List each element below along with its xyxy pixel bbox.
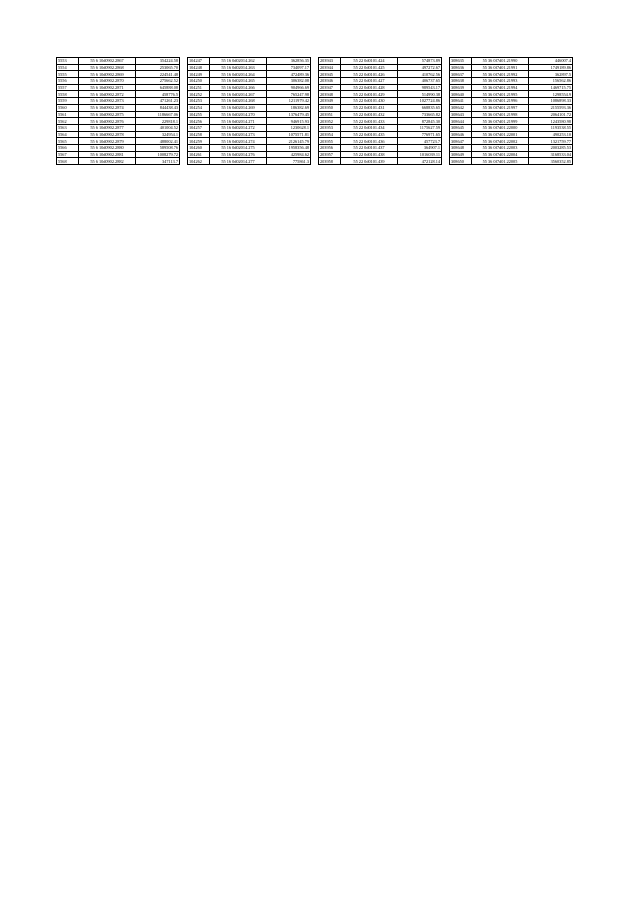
row-index-cell: 308638 — [450, 78, 472, 85]
code-cell: 55 16 0d02014.275 — [210, 144, 267, 151]
row-index-cell: 203946 — [319, 78, 341, 85]
value-cell: 1243580.98 — [529, 118, 573, 125]
code-cell: 55 16 0d02014.272 — [210, 124, 267, 131]
value-cell: 514990.38 — [398, 91, 442, 98]
code-cell: 55 36 0f7d01.22002 — [472, 138, 529, 145]
row-index-cell: 5554 — [57, 64, 79, 71]
table-row — [450, 144, 573, 151]
code-cell: 55 16 0d02014.268 — [210, 98, 267, 105]
table-row — [450, 111, 573, 118]
row-index-cell: 203947 — [319, 84, 341, 91]
row-index-cell: 104254 — [188, 104, 210, 111]
table-row — [319, 151, 442, 158]
table-row — [188, 58, 311, 65]
code-cell: 55 16 0d02014.277 — [210, 158, 267, 165]
value-cell: 765247.98 — [267, 91, 311, 98]
row-index-cell: 203949 — [319, 98, 341, 105]
row-index-cell: 104256 — [188, 118, 210, 125]
value-cell: 734097.17 — [267, 64, 311, 71]
row-index-cell: 104250 — [188, 78, 210, 85]
data-table-panel-3 — [318, 57, 442, 165]
table-row — [319, 104, 442, 111]
row-index-cell: 104261 — [188, 151, 210, 158]
table-row — [450, 84, 573, 91]
value-cell: 1469715.75 — [529, 84, 573, 91]
code-cell: 55 22 0d0101.424 — [341, 58, 398, 65]
value-cell: 2126145.79 — [267, 138, 311, 145]
code-cell: 55 6 10d0902.2876 — [79, 118, 136, 125]
value-cell: 1321759.77 — [529, 138, 573, 145]
code-cell: 55 16 0d02014.267 — [210, 91, 267, 98]
row-index-cell: 5553 — [57, 58, 79, 65]
code-cell: 55 16 0d02014.271 — [210, 118, 267, 125]
row-index-cell: 104248 — [188, 64, 210, 71]
row-index-cell: 5561 — [57, 111, 79, 118]
row-index-cell: 5558 — [57, 91, 79, 98]
value-cell: 1211979.42 — [267, 98, 311, 105]
row-index-cell: 104258 — [188, 131, 210, 138]
row-index-cell: 308643 — [450, 111, 472, 118]
table-row — [450, 124, 573, 131]
row-index-cell: 203943 — [319, 58, 341, 65]
row-index-cell: 203951 — [319, 111, 341, 118]
code-cell: 55 22 0d0101.434 — [341, 124, 398, 131]
row-index-cell: 5565 — [57, 138, 79, 145]
table-row — [319, 71, 442, 78]
value-cell: 776971.65 — [398, 131, 442, 138]
table-row — [57, 138, 180, 145]
row-index-cell: 5568 — [57, 158, 79, 165]
value-cell: 229818.1 — [136, 118, 180, 125]
row-index-cell: 104252 — [188, 91, 210, 98]
data-table-panel-2 — [187, 57, 311, 165]
code-cell: 55 36 0f7d01.22003 — [472, 144, 529, 151]
code-cell: 55 6 10d0902.2869 — [79, 71, 136, 78]
table-row — [188, 151, 311, 158]
table-row — [450, 78, 573, 85]
code-cell: 55 6 10d0902.2874 — [79, 104, 136, 111]
row-index-cell: 203958 — [319, 158, 341, 165]
table-row — [188, 124, 311, 131]
row-index-cell: 203956 — [319, 144, 341, 151]
row-index-cell: 104247 — [188, 58, 210, 65]
table-row — [450, 158, 573, 165]
row-index-cell: 203955 — [319, 138, 341, 145]
row-index-cell: 308641 — [450, 98, 472, 105]
value-cell: 1749189.86 — [529, 64, 573, 71]
table-row — [188, 144, 311, 151]
table-row — [450, 104, 573, 111]
value-cell: 1193538.55 — [529, 124, 573, 131]
value-cell: 472489.36 — [267, 71, 311, 78]
value-cell: 1075571.81 — [267, 131, 311, 138]
value-cell: 347113.7 — [136, 158, 180, 165]
code-cell: 55 36 0f7d01.21991 — [472, 64, 529, 71]
table-row — [57, 158, 180, 165]
value-cell: 458776.5 — [136, 91, 180, 98]
code-cell: 55 36 0f7d01.21998 — [472, 111, 529, 118]
table-row — [319, 138, 442, 145]
value-cell: 1958356.48 — [267, 144, 311, 151]
value-cell: 1008279.72 — [136, 151, 180, 158]
value-cell: 1016039.11 — [398, 151, 442, 158]
table-row — [319, 118, 442, 125]
code-cell: 55 36 0f7d01.22001 — [472, 131, 529, 138]
code-cell: 55 16 0d02014.266 — [210, 84, 267, 91]
code-cell: 55 22 0d0101.432 — [341, 111, 398, 118]
code-cell: 55 22 0d0101.428 — [341, 84, 398, 91]
value-cell: 488002.41 — [136, 138, 180, 145]
table-row — [57, 111, 180, 118]
code-cell: 55 22 0d0101.426 — [341, 71, 398, 78]
table-row — [319, 98, 442, 105]
code-cell: 55 6 10d0902.2875 — [79, 111, 136, 118]
table-row — [188, 138, 311, 145]
value-cell: 253065.70 — [136, 64, 180, 71]
table-row — [57, 151, 180, 158]
row-index-cell: 203944 — [319, 64, 341, 71]
value-cell: 490253.10 — [529, 131, 573, 138]
table-row — [57, 91, 180, 98]
row-index-cell: 203953 — [319, 124, 341, 131]
code-cell: 55 22 0d0101.433 — [341, 118, 398, 125]
row-index-cell: 5566 — [57, 144, 79, 151]
value-cell: 1175627.59 — [398, 124, 442, 131]
table-row — [319, 124, 442, 131]
table-row — [57, 58, 180, 65]
value-cell: 362897.5 — [529, 71, 573, 78]
code-cell: 55 36 0f7d01.21990 — [472, 58, 529, 65]
table-row — [188, 118, 311, 125]
value-cell: 3168533.04 — [529, 151, 573, 158]
code-cell: 55 6 10d0902.2881 — [79, 151, 136, 158]
code-cell: 55 6 10d0902.2877 — [79, 124, 136, 131]
code-cell: 55 16 0d02014.274 — [210, 138, 267, 145]
row-index-cell: 5560 — [57, 104, 79, 111]
table-row — [319, 64, 442, 71]
value-cell: 872845.30 — [398, 118, 442, 125]
row-index-cell: 203945 — [319, 71, 341, 78]
row-index-cell: 308644 — [450, 118, 472, 125]
table-row — [57, 98, 180, 105]
code-cell: 55 22 0d0101.437 — [341, 144, 398, 151]
table-row — [319, 131, 442, 138]
code-cell: 55 16 0d02014.270 — [210, 111, 267, 118]
code-cell: 55 6 10d0902.2870 — [79, 78, 136, 85]
value-cell: 457723.7 — [398, 138, 442, 145]
code-cell: 55 22 0d0101.436 — [341, 138, 398, 145]
code-cell: 55 36 0f7d01.22004 — [472, 151, 529, 158]
value-cell: 1230628.1 — [267, 124, 311, 131]
value-cell: 645888.08 — [136, 84, 180, 91]
value-cell: 989543.17 — [398, 84, 442, 91]
table-row — [319, 78, 442, 85]
value-cell: 306382.08 — [267, 78, 311, 85]
code-cell: 55 36 0f7d01.21995 — [472, 91, 529, 98]
row-index-cell: 308648 — [450, 144, 472, 151]
value-cell: 3560352.85 — [529, 158, 573, 165]
code-cell: 55 36 0f7d01.21999 — [472, 118, 529, 125]
code-cell: 55 36 0f7d01.22000 — [472, 124, 529, 131]
code-cell: 55 36 0f7d01.22005 — [472, 158, 529, 165]
row-index-cell: 5556 — [57, 78, 79, 85]
value-cell: 904966.69 — [267, 84, 311, 91]
value-cell: 324954.1 — [136, 131, 180, 138]
value-cell: 589508.76 — [136, 144, 180, 151]
row-index-cell: 5557 — [57, 84, 79, 91]
table-row — [188, 64, 311, 71]
table-row — [450, 71, 573, 78]
row-index-cell: 308647 — [450, 138, 472, 145]
row-index-cell: 308642 — [450, 104, 472, 111]
row-index-cell: 203954 — [319, 131, 341, 138]
table-row — [450, 131, 573, 138]
row-index-cell: 5564 — [57, 131, 79, 138]
table-row — [188, 78, 311, 85]
row-index-cell: 203952 — [319, 118, 341, 125]
code-cell: 55 6 10d0902.2879 — [79, 138, 136, 145]
code-cell: 55 6 10d0902.2878 — [79, 131, 136, 138]
row-index-cell: 104249 — [188, 71, 210, 78]
table-row — [450, 91, 573, 98]
value-cell: 775861.3 — [267, 158, 311, 165]
value-cell: 224541.48 — [136, 71, 180, 78]
code-cell: 55 22 0d0101.435 — [341, 131, 398, 138]
value-cell: 668835.65 — [398, 104, 442, 111]
value-cell: 410762.56 — [398, 71, 442, 78]
code-cell: 55 22 0d0101.439 — [341, 158, 398, 165]
table-row — [57, 84, 180, 91]
value-cell: 2003285.53 — [529, 144, 573, 151]
table-row — [57, 71, 180, 78]
row-index-cell: 104262 — [188, 158, 210, 165]
code-cell: 55 22 0d0101.425 — [341, 64, 398, 71]
code-cell: 55 22 0d0101.427 — [341, 78, 398, 85]
value-cell: 156562.86 — [529, 78, 573, 85]
code-cell: 55 36 0f7d01.21997 — [472, 104, 529, 111]
table-row — [450, 64, 573, 71]
row-index-cell: 5563 — [57, 124, 79, 131]
table-row — [450, 58, 573, 65]
code-cell: 55 36 0f7d01.21993 — [472, 78, 529, 85]
table-row — [188, 91, 311, 98]
value-cell: 406737.65 — [398, 78, 442, 85]
code-cell: 55 6 10d0902.2868 — [79, 64, 136, 71]
table-row — [57, 104, 180, 111]
row-index-cell: 308637 — [450, 71, 472, 78]
row-index-cell: 203957 — [319, 151, 341, 158]
value-cell: 471261.23 — [136, 98, 180, 105]
table-row — [319, 144, 442, 151]
value-cell: 446007.4 — [529, 58, 573, 65]
row-index-cell: 104255 — [188, 111, 210, 118]
table-row — [57, 124, 180, 131]
value-cell: 425984.62 — [267, 151, 311, 158]
table-row — [450, 151, 573, 158]
code-cell: 55 6 10d0902.2867 — [79, 58, 136, 65]
row-index-cell: 104253 — [188, 98, 210, 105]
table-row — [319, 84, 442, 91]
table-row — [188, 131, 311, 138]
code-cell: 55 36 0f7d01.21996 — [472, 98, 529, 105]
data-table-panel-1 — [56, 57, 180, 165]
code-cell: 55 22 0d0101.431 — [341, 104, 398, 111]
value-cell: 364907.1 — [398, 144, 442, 151]
table-row — [188, 71, 311, 78]
table-row — [319, 111, 442, 118]
code-cell: 55 16 0d02014.263 — [210, 64, 267, 71]
value-cell: 2155593.36 — [529, 104, 573, 111]
code-cell: 55 22 0d0101.430 — [341, 98, 398, 105]
value-cell: 946915.93 — [267, 118, 311, 125]
table-row — [188, 158, 311, 165]
value-cell: 354224.58 — [136, 58, 180, 65]
row-index-cell: 104251 — [188, 84, 210, 91]
code-cell: 55 6 10d0902.2873 — [79, 98, 136, 105]
code-cell: 55 6 10d0902.2882 — [79, 158, 136, 165]
row-index-cell: 104260 — [188, 144, 210, 151]
code-cell: 55 16 0d02014.273 — [210, 131, 267, 138]
table-row — [188, 111, 311, 118]
code-cell: 55 6 10d0902.2880 — [79, 144, 136, 151]
value-cell: 574873.89 — [398, 58, 442, 65]
value-cell: 844438.43 — [136, 104, 180, 111]
value-cell: 362856.35 — [267, 58, 311, 65]
table-row — [319, 58, 442, 65]
row-index-cell: 308636 — [450, 64, 472, 71]
table-row — [188, 104, 311, 111]
value-cell: 1376479.45 — [267, 111, 311, 118]
row-index-cell: 5562 — [57, 118, 79, 125]
row-index-cell: 308639 — [450, 84, 472, 91]
row-index-cell: 104259 — [188, 138, 210, 145]
code-cell: 55 36 0f7d01.21992 — [472, 71, 529, 78]
code-cell: 55 16 0d02014.262 — [210, 58, 267, 65]
row-index-cell: 308645 — [450, 124, 472, 131]
row-index-cell: 308646 — [450, 131, 472, 138]
code-cell: 55 16 0d02014.264 — [210, 71, 267, 78]
table-row — [188, 84, 311, 91]
value-cell: 2064101.72 — [529, 111, 573, 118]
value-cell: 497272.67 — [398, 64, 442, 71]
value-cell: 1086898.33 — [529, 98, 573, 105]
table-row — [450, 138, 573, 145]
value-cell: 472128.14 — [398, 158, 442, 165]
row-index-cell: 308649 — [450, 151, 472, 158]
code-cell: 55 16 0d02014.269 — [210, 104, 267, 111]
row-index-cell: 308635 — [450, 58, 472, 65]
table-row — [319, 158, 442, 165]
row-index-cell: 5555 — [57, 71, 79, 78]
value-cell: 186382.69 — [267, 104, 311, 111]
row-index-cell: 104257 — [188, 124, 210, 131]
table-row — [57, 131, 180, 138]
row-index-cell: 203950 — [319, 104, 341, 111]
code-cell: 55 22 0d0101.429 — [341, 91, 398, 98]
value-cell: 1186667.06 — [136, 111, 180, 118]
table-row — [57, 144, 180, 151]
code-cell: 55 22 0d0101.438 — [341, 151, 398, 158]
table-row — [57, 78, 180, 85]
row-index-cell: 5559 — [57, 98, 79, 105]
table-row — [450, 98, 573, 105]
code-cell: 55 16 0d02014.265 — [210, 78, 267, 85]
value-cell: 1298554.9 — [529, 91, 573, 98]
table-row — [57, 64, 180, 71]
data-page — [56, 57, 583, 851]
table-row — [319, 91, 442, 98]
value-cell: 1027724.86 — [398, 98, 442, 105]
table-row — [450, 118, 573, 125]
code-cell: 55 6 10d0902.2872 — [79, 91, 136, 98]
row-index-cell: 308640 — [450, 91, 472, 98]
code-cell: 55 36 0f7d01.21994 — [472, 84, 529, 91]
value-cell: 275662.52 — [136, 78, 180, 85]
value-cell: 401004.52 — [136, 124, 180, 131]
row-index-cell: 5567 — [57, 151, 79, 158]
data-table-panel-4 — [449, 57, 573, 165]
code-cell: 55 6 10d0902.2871 — [79, 84, 136, 91]
table-row — [57, 118, 180, 125]
value-cell: 733665.82 — [398, 111, 442, 118]
row-index-cell: 308650 — [450, 158, 472, 165]
table-row — [188, 98, 311, 105]
row-index-cell: 203948 — [319, 91, 341, 98]
code-cell: 55 16 0d02014.276 — [210, 151, 267, 158]
